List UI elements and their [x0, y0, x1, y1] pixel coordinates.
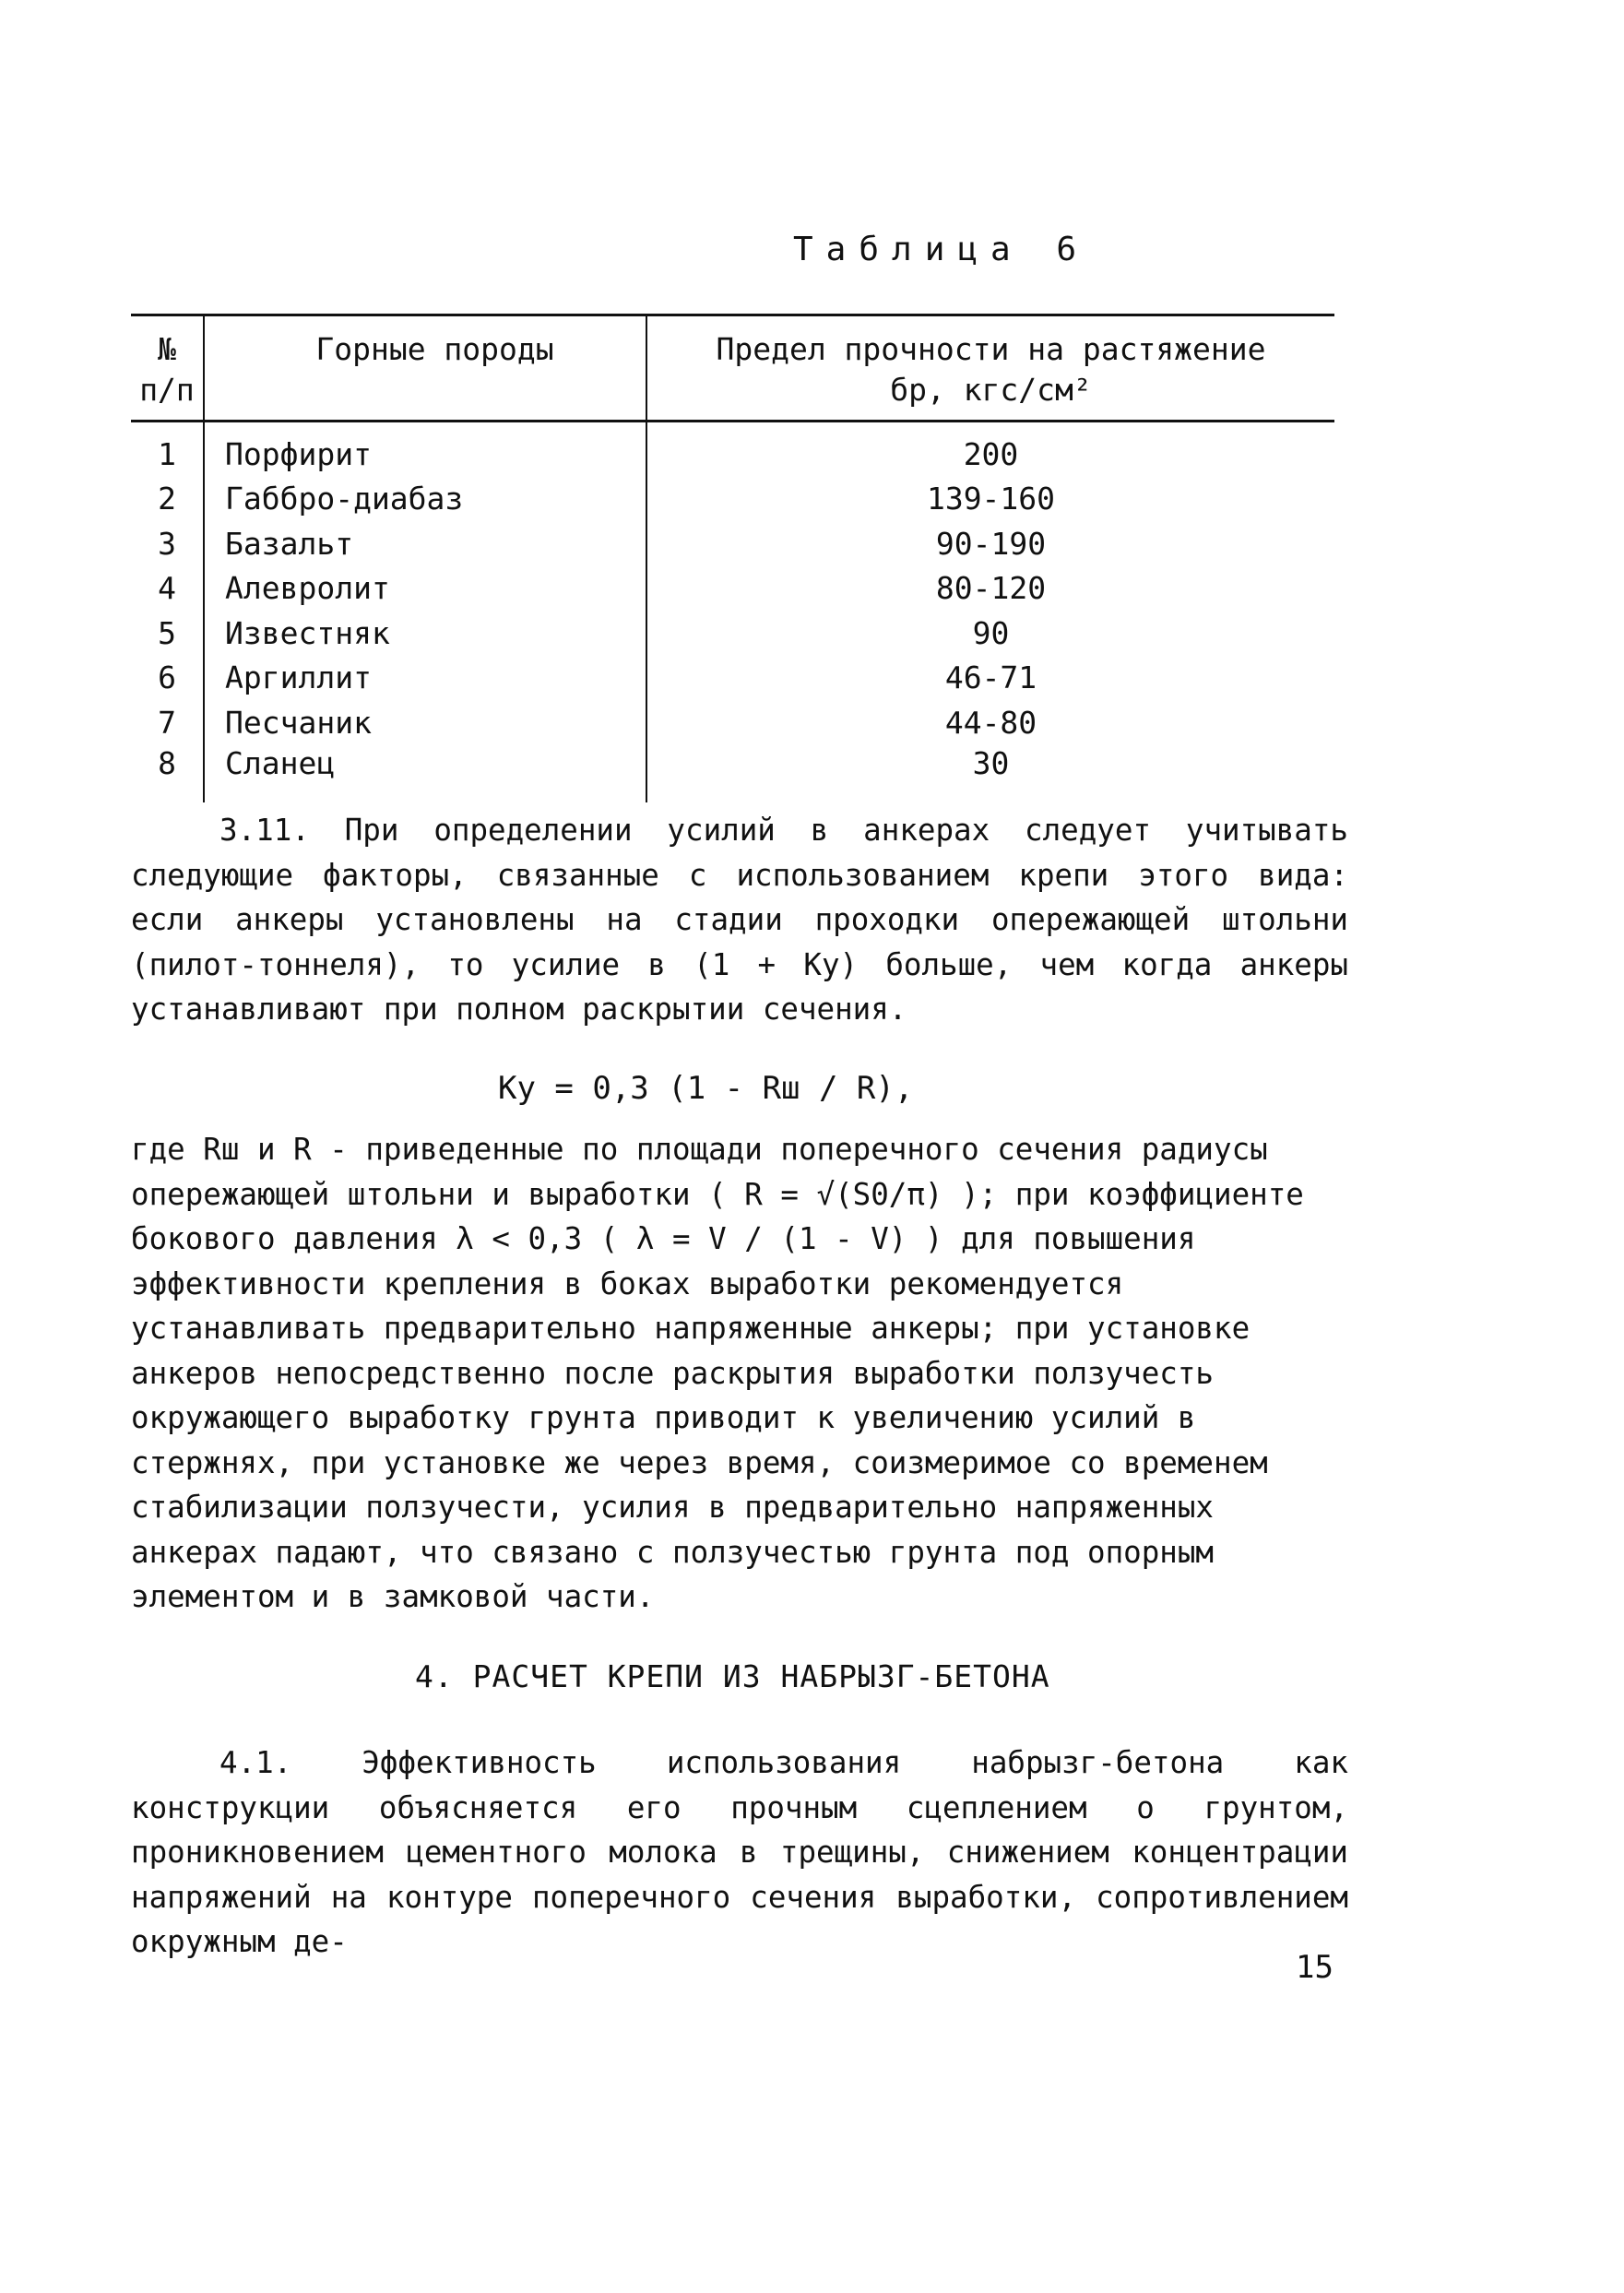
row-number: 6	[158, 659, 176, 696]
header-strength-units: бр, кгс/см²	[890, 372, 1092, 408]
section-heading-4: 4. РАСЧЕТ КРЕПИ ИЗ НАБРЫЗГ-БЕТОНА	[415, 1658, 1050, 1694]
paragraph-4-1: 4.1. Эффективность использования набрызг-бетона как конструкции объясняется его прочным сцеплением о грунтом, проникновением цементного молока в трещины, снижением концентрации напряжений на контуре поперечного сечения выработки, сопротивлением окружным де-	[131, 1745, 1348, 1959]
table-header-row	[131, 315, 1334, 422]
row-rock: Песчаник	[204, 700, 646, 745]
row-rock: Алевролит	[204, 566, 646, 612]
table-row	[131, 566, 1334, 612]
formula-ky: Ку = 0,3 (1 - Rш / R),	[498, 1070, 914, 1107]
table-row	[131, 521, 1334, 566]
row-number: 3	[158, 525, 176, 562]
header-number-sign: №	[158, 331, 176, 367]
table-row	[131, 700, 1334, 745]
header-number	[131, 315, 204, 422]
table-caption: Таблица 6	[793, 231, 1090, 268]
row-rock: Сланец	[204, 745, 646, 802]
paragraph-where: где Rш и R - приведенные по площади поперечного сечения радиусы опережающей штольни и выработки ( R = √(S0/π) ); при коэффициенте бокового давления λ < 0,3 ( λ = V / (1 - V) ) для повышения эффективности крепления в боках выработки рекомендуется устанавливать предварительно напряженные анкеры; при установке анкеров непосредственно после раскрытия выработки ползучесть окружающего выработку грунта приводит к увеличению усилий в стержнях, при установке же через время, соизмеримое со временем стабилизации ползучести, усилия в предварительно напряженных анкерах падают, что связано с ползучестью грунта под опорным элементом и в замковой части.	[131, 1132, 1304, 1614]
table-row	[131, 656, 1334, 701]
header-rock: Горные породы	[204, 315, 646, 422]
row-value: 90	[646, 611, 1334, 656]
table-row	[131, 745, 1334, 802]
page-number: 15	[1296, 1949, 1334, 1986]
row-number: 2	[158, 481, 176, 517]
table-row	[131, 611, 1334, 656]
header-strength-title: Предел прочности на растяжение	[716, 331, 1266, 367]
header-strength	[646, 315, 1334, 422]
row-number: 7	[158, 704, 176, 741]
row-value: 46-71	[646, 656, 1334, 701]
row-rock: Габбро-диабаз	[204, 477, 646, 522]
row-rock: Базальт	[204, 521, 646, 566]
row-number: 4	[158, 570, 176, 607]
row-rock: Порфирит	[204, 422, 646, 477]
row-value: 30	[646, 745, 1334, 802]
table-row	[131, 422, 1334, 477]
row-rock: Аргиллит	[204, 656, 646, 701]
row-number: 5	[158, 614, 176, 651]
row-value: 200	[646, 422, 1334, 477]
paragraph-3-11: 3.11. При определении усилий в анкерах следует учитывать следующие факторы, связанные с использованием крепи этого вида: если анкеры установлены на стадии проходки опережающей штольни (пилот-тоннеля), то усилие в (1 + Ку) больше, чем когда анкеры устанавливают при полном раскрытии сечения.	[131, 813, 1348, 1027]
row-value: 44-80	[646, 700, 1334, 745]
row-value: 90-190	[646, 521, 1334, 566]
row-number: 1	[158, 435, 176, 472]
header-number-pp: п/п	[139, 372, 195, 408]
row-rock: Известняк	[204, 611, 646, 656]
rock-strength-table	[131, 314, 1334, 802]
row-value: 139-160	[646, 477, 1334, 522]
table-row	[131, 477, 1334, 522]
row-value: 80-120	[646, 566, 1334, 612]
row-number: 8	[158, 744, 176, 781]
